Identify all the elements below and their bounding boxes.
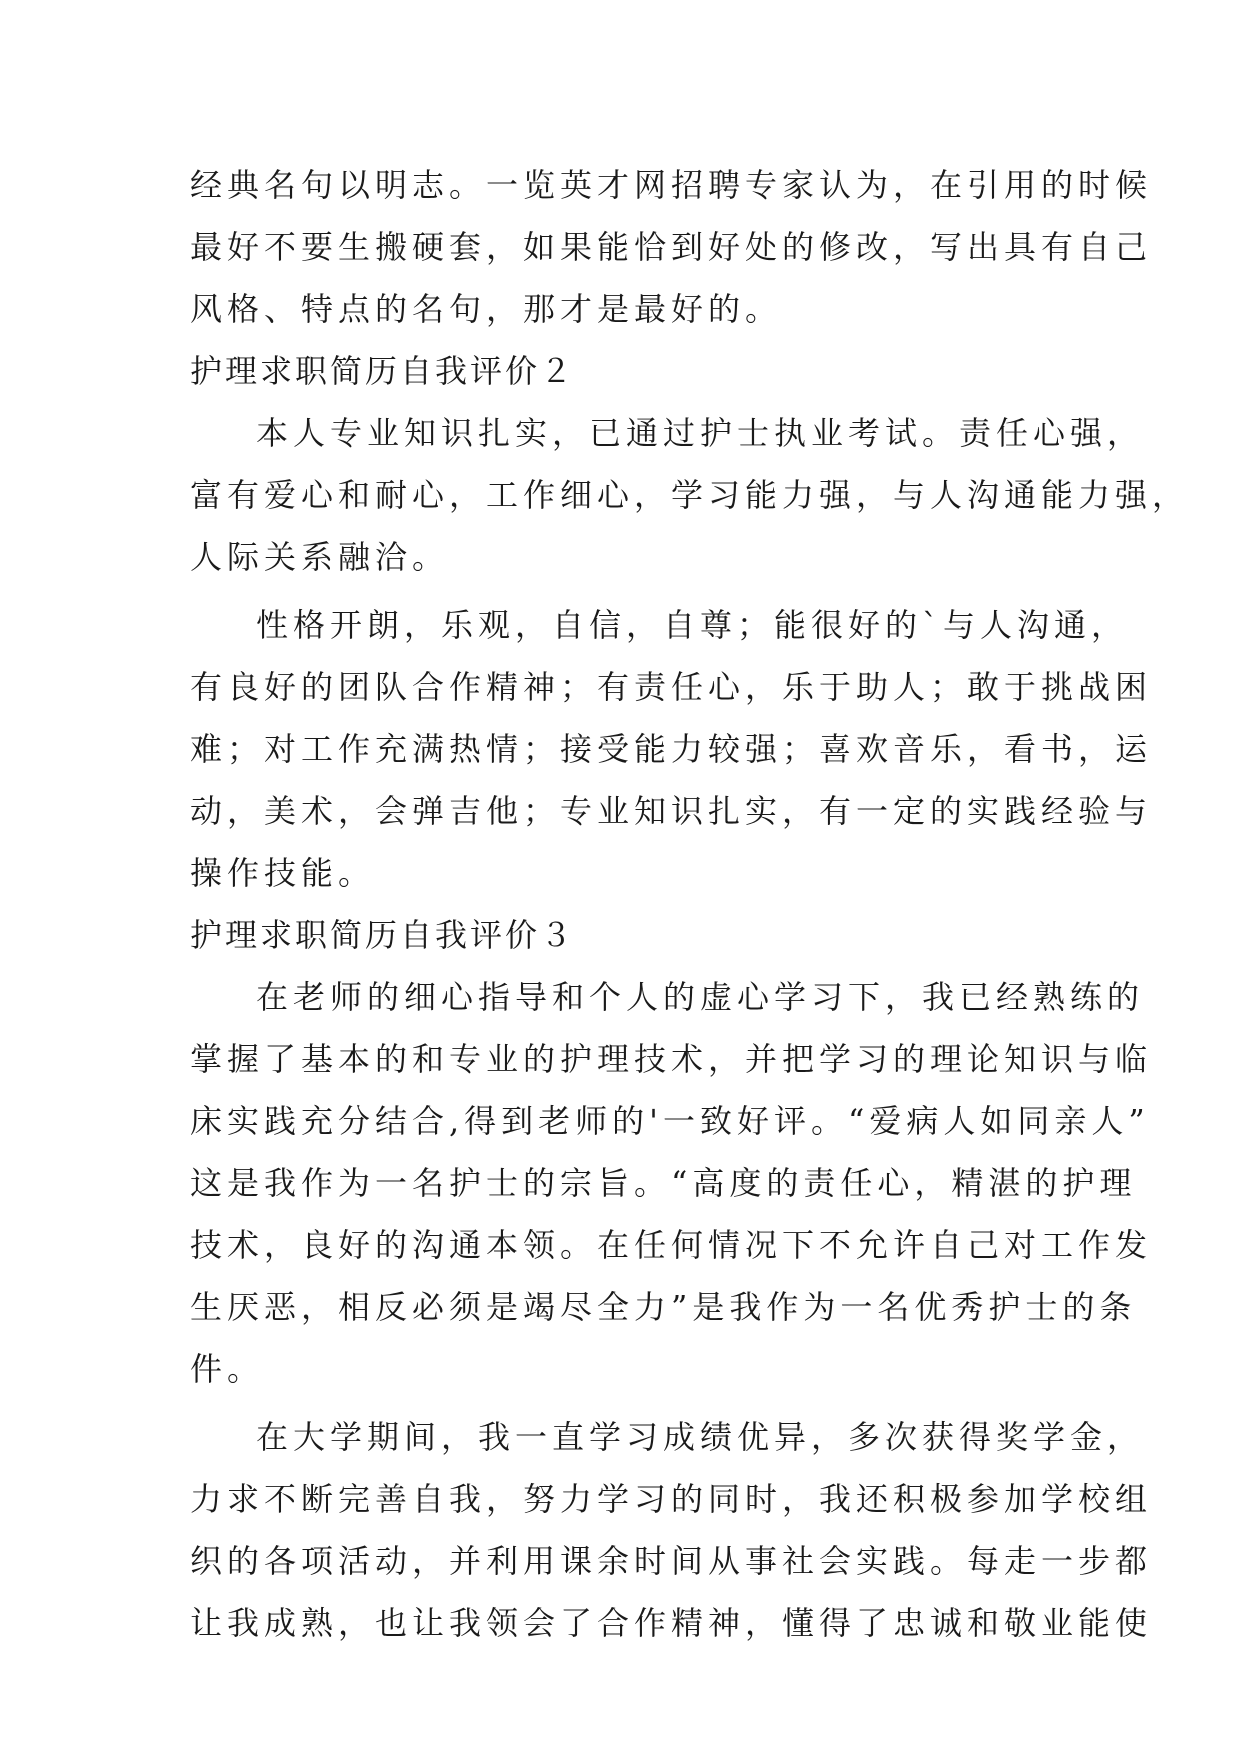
section-2-paragraph-2 xyxy=(190,594,1153,904)
text-line: 力求不断完善自我，努力学习的同时，我还积极参加学校组 xyxy=(190,1480,1153,1518)
text-line: 这是我作为一名护士的宗旨。“高度的责任心，精湛的护理 xyxy=(190,1164,1137,1202)
text-line: 织的各项活动，并利用课余时间从事社会实践。每走一步都 xyxy=(190,1542,1153,1580)
document-body xyxy=(190,154,1190,1654)
text-line: 有良好的团队合作精神；有责任心，乐于助人；敢于挑战困 xyxy=(190,668,1153,706)
section-3-paragraph-2 xyxy=(190,1406,1153,1654)
text-line: 性格开朗，乐观，自信，自尊；能很好的`与人沟通， xyxy=(256,606,1129,644)
text-line: 在老师的细心指导和个人的虚心学习下，我已经熟练的 xyxy=(256,978,1145,1016)
text-line: 生厌恶，相反必须是竭尽全力”是我作为一名优秀护士的条 xyxy=(190,1288,1137,1326)
text-line: 掌握了基本的和专业的护理技术，并把学习的理论知识与临 xyxy=(190,1040,1153,1078)
text-line: 技术，良好的沟通本领。在任何情况下不允许自己对工作发 xyxy=(190,1226,1153,1264)
text-line: 本人专业知识扎实，已通过护士执业考试。责任心强， xyxy=(256,414,1145,452)
text-line: 动，美术，会弹吉他；专业知识扎实，有一定的实践经验与 xyxy=(190,792,1153,830)
text-line: 人际关系融洽。 xyxy=(190,538,450,576)
section-heading-3: 护理求职简历自我评价３ xyxy=(190,916,576,954)
text-line: 最好不要生搬硬套，如果能恰到好处的修改，写出具有自己 xyxy=(190,228,1153,266)
text-line: 件。 xyxy=(190,1350,265,1388)
text-line: 风格、特点的名句，那才是最好的。 xyxy=(190,290,783,328)
text-line: 让我成熟，也让我领会了合作精神，懂得了忠诚和敬业能使 xyxy=(190,1604,1153,1642)
intro-paragraph xyxy=(190,154,1153,340)
text-line: 床实践充分结合,得到老师的'一致好评。“爱病人如同亲人” xyxy=(190,1102,1150,1140)
text-line: 在大学期间，我一直学习成绩优异，多次获得奖学金， xyxy=(256,1418,1145,1456)
section-3-paragraph-1 xyxy=(190,966,1153,1400)
text-line: 难；对工作充满热情；接受能力较强；喜欢音乐，看书，运 xyxy=(190,730,1153,768)
text-line: 经典名句以明志。一览英才网招聘专家认为，在引用的时候 xyxy=(190,166,1153,204)
text-line: 富有爱心和耐心，工作细心，学习能力强，与人沟通能力强， xyxy=(190,476,1190,514)
text-line: 操作技能。 xyxy=(190,854,376,892)
section-2-paragraph-1 xyxy=(190,402,1190,588)
section-heading-2: 护理求职简历自我评价２ xyxy=(190,352,576,390)
